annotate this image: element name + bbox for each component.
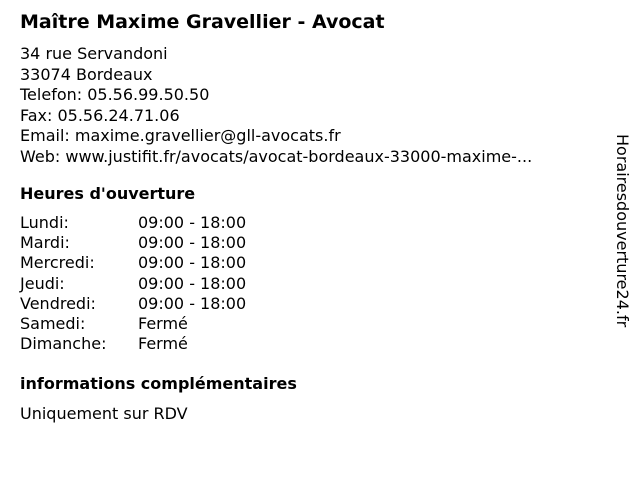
day-label: Mardi: xyxy=(20,233,70,253)
website-url: Web: www.justifit.fr/avocats/avocat-bordeaux-33000-maxime-... xyxy=(20,146,533,166)
time-value: 09:00 - 18:00 xyxy=(138,273,247,293)
time-value: 09:00 - 18:00 xyxy=(138,213,247,232)
time-value: 09:00 - 18:00 xyxy=(138,253,247,273)
time-value: Fermé xyxy=(138,334,188,354)
additional-info-text: Uniquement sur RDV xyxy=(20,404,188,423)
day-label: Mercredi: xyxy=(20,253,95,273)
fax-number: Fax: 05.56.24.71.06 xyxy=(20,105,180,125)
additional-info-heading: informations complémentaires xyxy=(20,374,297,393)
address-city: 33074 Bordeaux xyxy=(20,64,153,84)
email-address: Email: maxime.gravellier@gll-avocats.fr xyxy=(20,126,341,145)
time-value: 09:00 - 18:00 xyxy=(138,233,247,253)
time-value: 09:00 - 18:00 xyxy=(138,293,247,313)
phone-number: Telefon: 05.56.99.50.50 xyxy=(20,85,210,104)
day-label: Samedi: xyxy=(20,313,86,333)
address-street: 34 rue Servandoni xyxy=(20,44,168,63)
time-value: Fermé xyxy=(138,313,188,333)
day-label: Dimanche: xyxy=(20,334,107,354)
day-label: Jeudi: xyxy=(20,273,65,293)
opening-hours-heading: Heures d'ouverture xyxy=(20,184,196,203)
page-title: Maître Maxime Gravellier - Avocat xyxy=(20,11,385,33)
day-label: Vendredi: xyxy=(20,293,96,313)
contact-block xyxy=(20,44,532,167)
day-label: Lundi: xyxy=(20,213,69,232)
side-brand-label: Horairesdouverture24.fr xyxy=(613,134,632,328)
